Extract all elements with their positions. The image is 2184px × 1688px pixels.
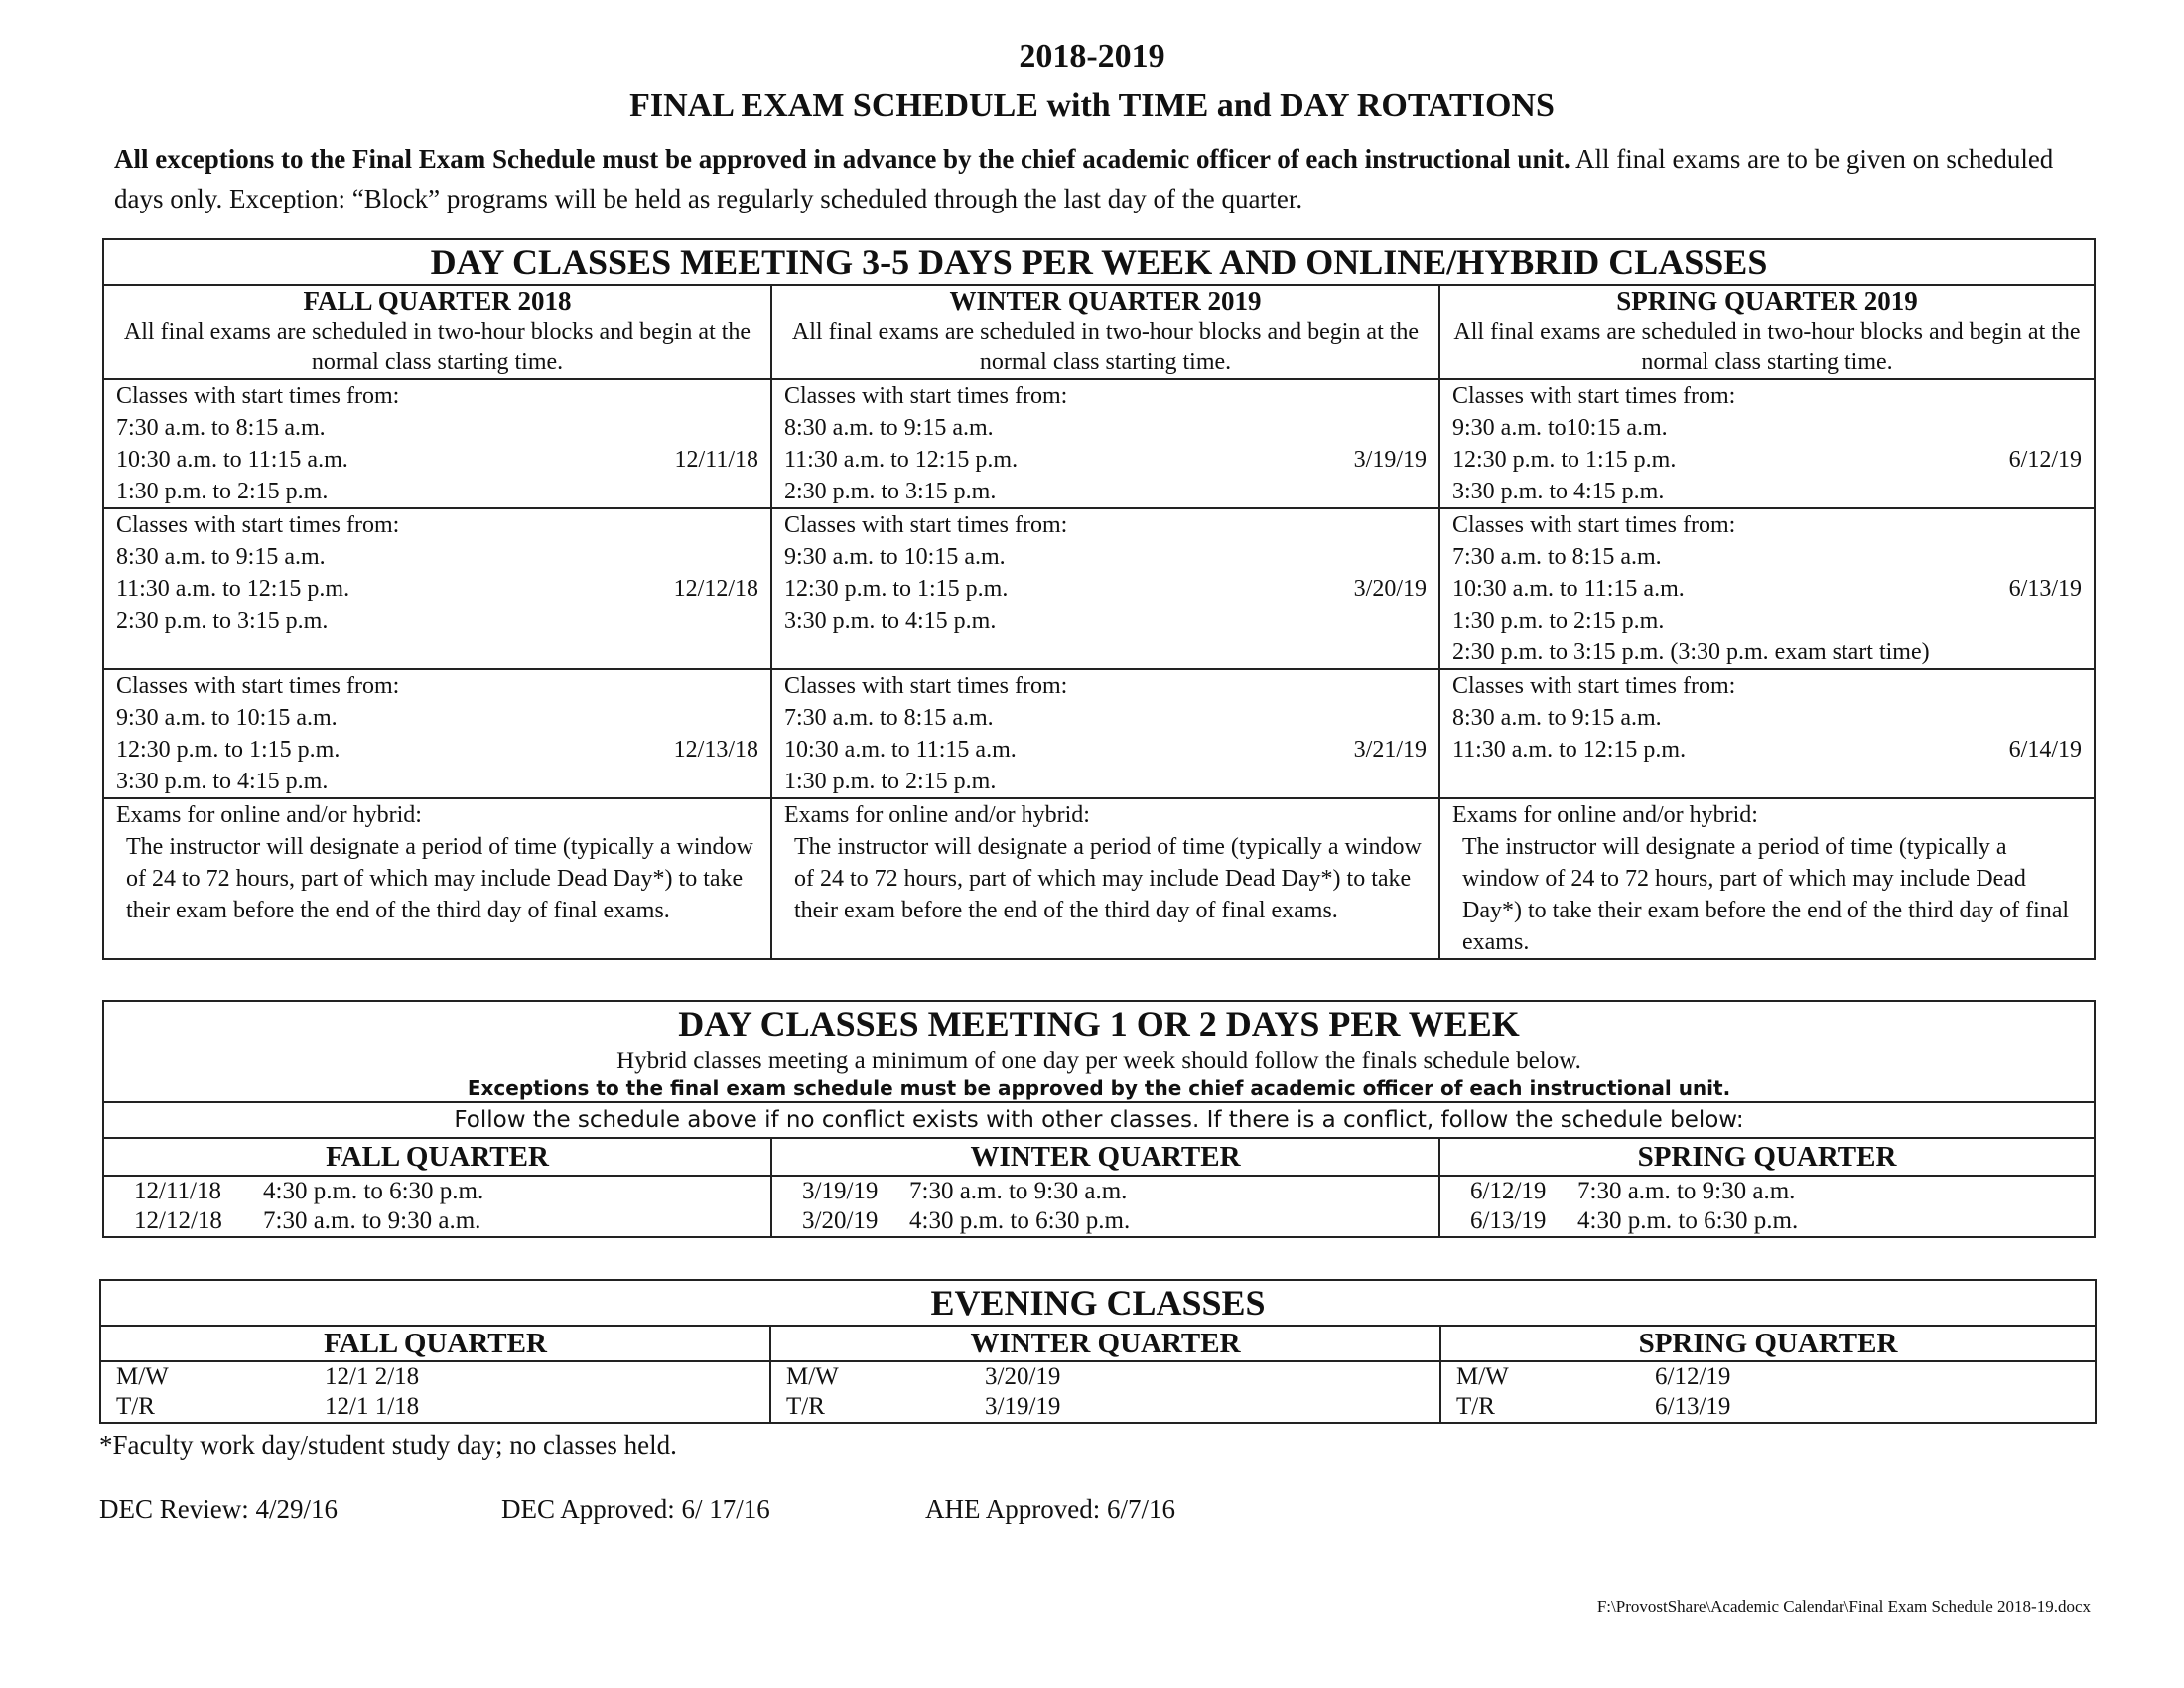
slot-time: 3:30 p.m. to 4:15 p.m. [784,608,997,633]
evening-cell [1440,1361,2096,1423]
schedule-cell [103,1176,771,1237]
schedule-cell [771,1176,1439,1237]
slot-row [103,508,2095,669]
slot-heading: Classes with start times from: [1452,512,1736,538]
online-text: The instructor will designate a period of time (typically a window of 24 to 72 hours, part of which may include Dead Day*) to take their exam before the end of the third day of final exams. [794,834,1422,923]
slot-time: 7:30 a.m. to 8:15 a.m. [1452,544,1662,570]
document-title: FINAL EXAM SCHEDULE with TIME and DAY ROTATIONS [629,87,1555,124]
exam-date: 12/11/18 [134,1178,221,1204]
slot-time: 3:30 p.m. to 4:15 p.m. [116,769,329,794]
exam-date: 6/13/19 [1470,1207,1547,1234]
evening-classes-title: EVENING CLASSES [100,1280,2096,1326]
slot-time: 10:30 a.m. to 11:15 a.m. [116,447,348,473]
slot-heading: Classes with start times from: [784,673,1068,699]
exam-date: 3/20/19 [802,1207,879,1234]
slot-time: 12:30 p.m. to 1:15 p.m. [784,576,1009,602]
slot-time: 9:30 a.m. to 10:15 a.m. [116,705,338,731]
document-year: 2018-2019 [1019,38,1165,74]
exam-date: 12/11/18 [674,447,758,473]
slot-time: 1:30 p.m. to 2:15 p.m. [784,769,997,794]
online-heading: Exams for online and/or hybrid: [1452,802,1758,828]
quarter-name: WINTER QUARTER 2019 [949,286,1262,316]
slot-time: 1:30 p.m. to 2:15 p.m. [1452,608,1665,633]
exam-date: 12/1 2/18 [325,1363,420,1390]
slot-heading: Classes with start times from: [784,512,1068,538]
slot-heading: Classes with start times from: [116,383,400,409]
quarter-header-spring [1439,285,2095,379]
slot-cell [771,508,1439,669]
exam-date: 12/12/18 [673,576,758,602]
meeting-days: M/W [116,1363,169,1390]
file-path: F:\ProvostShare\Academic Calendar\Final Exam Schedule 2018-19.docx [1596,1597,2091,1616]
quarter-header-winter: WINTER QUARTER [771,1138,1439,1176]
one-two-days-notes [103,1046,2095,1102]
day-classes-title: DAY CLASSES MEETING 3-5 DAYS PER WEEK AND ONLINE/HYBRID CLASSES [103,239,2095,285]
evening-cell [100,1361,770,1423]
slot-time: 7:30 a.m. to 8:15 a.m. [784,705,994,731]
exam-date: 6/12/19 [1470,1178,1547,1204]
slot-time: 12:30 p.m. to 1:15 p.m. [1452,447,1677,473]
slot-cell [103,508,771,669]
online-heading: Exams for online and/or hybrid: [784,802,1090,828]
quarter-name: FALL QUARTER 2018 [303,286,572,316]
evening-row [100,1361,2096,1423]
exam-date: 12/1 1/18 [325,1393,420,1420]
slot-heading: Classes with start times from: [116,673,400,699]
slot-time: 9:30 a.m. to 10:15 a.m. [784,544,1006,570]
slot-time: 11:30 a.m. to 12:15 p.m. [116,576,350,602]
meeting-days: T/R [786,1393,825,1420]
slot-heading: Classes with start times from: [116,512,400,538]
slot-time: 10:30 a.m. to 11:15 a.m. [784,737,1017,763]
quarter-header-fall: FALL QUARTER [103,1138,771,1176]
dec-review: DEC Review: 4/29/16 [99,1494,338,1524]
exam-date: 6/13/19 [2008,576,2082,602]
quarter-header-row [103,1138,2095,1176]
slot-time: 3:30 p.m. to 4:15 p.m. [1452,479,1665,504]
quarter-header-fall [103,285,771,379]
exam-date: 6/13/19 [1655,1393,1731,1420]
one-two-days-title: DAY CLASSES MEETING 1 OR 2 DAYS PER WEEK [103,1001,2095,1046]
quarter-name: SPRING QUARTER 2019 [1616,286,1918,316]
day-classes-table [102,238,2096,960]
slot-heading: Classes with start times from: [1452,673,1736,699]
ahe-approved: AHE Approved: 6/7/16 [925,1494,1175,1524]
meeting-days: T/R [116,1393,155,1420]
exam-date: 3/19/19 [1353,447,1427,473]
hybrid-note: Hybrid classes meeting a minimum of one day per week should follow the finals schedule below. [616,1048,1581,1074]
exam-date: 3/20/19 [985,1363,1061,1390]
slot-time: 1:30 p.m. to 2:15 p.m. [116,479,329,504]
slot-time: 11:30 a.m. to 12:15 p.m. [1452,737,1687,763]
exam-date: 6/12/19 [1655,1363,1731,1390]
intro-rest: All final exams are to be given on scheduled days only. Exception: “Block” programs will be held as regularly scheduled through the last day of the quarter. [114,144,2054,213]
online-heading: Exams for online and/or hybrid: [116,802,422,828]
exam-date: 3/19/19 [985,1393,1061,1420]
slot-cell [103,669,771,798]
quarter-header-row [103,285,2095,379]
quarter-header-winter [771,285,1439,379]
quarter-header-fall: FALL QUARTER [100,1326,770,1361]
slot-time: 2:30 p.m. to 3:15 p.m. [116,608,329,633]
slot-row [103,669,2095,798]
exam-time: 7:30 a.m. to 9:30 a.m. [1577,1178,1796,1204]
exam-time: 4:30 p.m. to 6:30 p.m. [909,1207,1131,1234]
slot-cell [771,669,1439,798]
intro-paragraph [114,139,2080,218]
meeting-days: T/R [1456,1393,1495,1420]
online-cell [771,798,1439,959]
quarter-note: All final exams are scheduled in two-hour blocks and begin at the normal class starting time. [123,319,751,375]
slot-time: 2:30 p.m. to 3:15 p.m. [784,479,997,504]
slot-time: 8:30 a.m. to 9:15 a.m. [116,544,326,570]
slot-time: 8:30 a.m. to 9:15 a.m. [1452,705,1662,731]
exam-time: 7:30 a.m. to 9:30 a.m. [909,1178,1128,1204]
slot-time: 10:30 a.m. to 11:15 a.m. [1452,576,1685,602]
online-text: The instructor will designate a period of time (typically a window of 24 to 72 hours, part of which may include Dead Day*) to take their exam before the end of the third day of final exams. [1462,834,2070,955]
slot-cell [1439,508,2095,669]
slot-cell [1439,669,2095,798]
quarter-note: All final exams are scheduled in two-hour blocks and begin at the normal class starting time. [791,319,1420,375]
slot-heading: Classes with start times from: [784,383,1068,409]
slot-time: 9:30 a.m. to10:15 a.m. [1452,415,1668,441]
exceptions-note: Exceptions to the final exam schedule must be approved by the chief academic officer of each instructional unit. [467,1076,1731,1100]
exam-date: 12/12/18 [134,1207,222,1234]
quarter-header-row [100,1326,2096,1361]
exam-date: 3/21/19 [1353,737,1427,763]
online-cell [103,798,771,959]
online-row [103,798,2095,959]
slot-heading: Classes with start times from: [1452,383,1736,409]
exam-time: 7:30 a.m. to 9:30 a.m. [263,1207,481,1234]
dead-day-footnote: *Faculty work day/student study day; no classes held. [99,1430,677,1460]
slot-row [103,379,2095,508]
exam-time: 4:30 p.m. to 6:30 p.m. [263,1178,484,1204]
exam-date: 6/12/19 [2008,447,2082,473]
exam-date: 3/19/19 [802,1178,879,1204]
intro-bold: All exceptions to the Final Exam Schedule must be approved in advance by the chief academic officer of each instructional unit. [114,144,1570,174]
slot-time: 8:30 a.m. to 9:15 a.m. [784,415,994,441]
follow-note: Follow the schedule above if no conflict exists with other classes. If there is a conflict, follow the schedule below: [103,1102,2095,1138]
exam-date: 6/14/19 [2008,737,2082,763]
dec-approved: DEC Approved: 6/ 17/16 [501,1494,770,1524]
exam-time: 4:30 p.m. to 6:30 p.m. [1577,1207,1799,1234]
meeting-days: M/W [786,1363,839,1390]
quarter-note: All final exams are scheduled in two-hour blocks and begin at the normal class starting time. [1453,319,2081,375]
schedule-cell [1439,1176,2095,1237]
meeting-days: M/W [1456,1363,1509,1390]
quarter-header-spring: SPRING QUARTER [1440,1326,2096,1361]
online-cell [1439,798,2095,959]
evening-classes-table [99,1279,2097,1424]
slot-cell [103,379,771,508]
slot-cell [1439,379,2095,508]
one-two-days-table [102,1000,2096,1238]
online-text: The instructor will designate a period of time (typically a window of 24 to 72 hours, part of which may include Dead Day*) to take their exam before the end of the third day of final exams. [126,834,753,923]
slot-time: 12:30 p.m. to 1:15 p.m. [116,737,341,763]
quarter-header-winter: WINTER QUARTER [770,1326,1440,1361]
schedule-row [103,1176,2095,1237]
quarter-header-spring: SPRING QUARTER [1439,1138,2095,1176]
slot-time: 2:30 p.m. to 3:15 p.m. (3:30 p.m. exam start time) [1452,639,1930,665]
slot-time: 7:30 a.m. to 8:15 a.m. [116,415,326,441]
evening-cell [770,1361,1440,1423]
slot-cell [771,379,1439,508]
exam-date: 3/20/19 [1353,576,1427,602]
exam-date: 12/13/18 [673,737,758,763]
slot-time: 11:30 a.m. to 12:15 p.m. [784,447,1019,473]
